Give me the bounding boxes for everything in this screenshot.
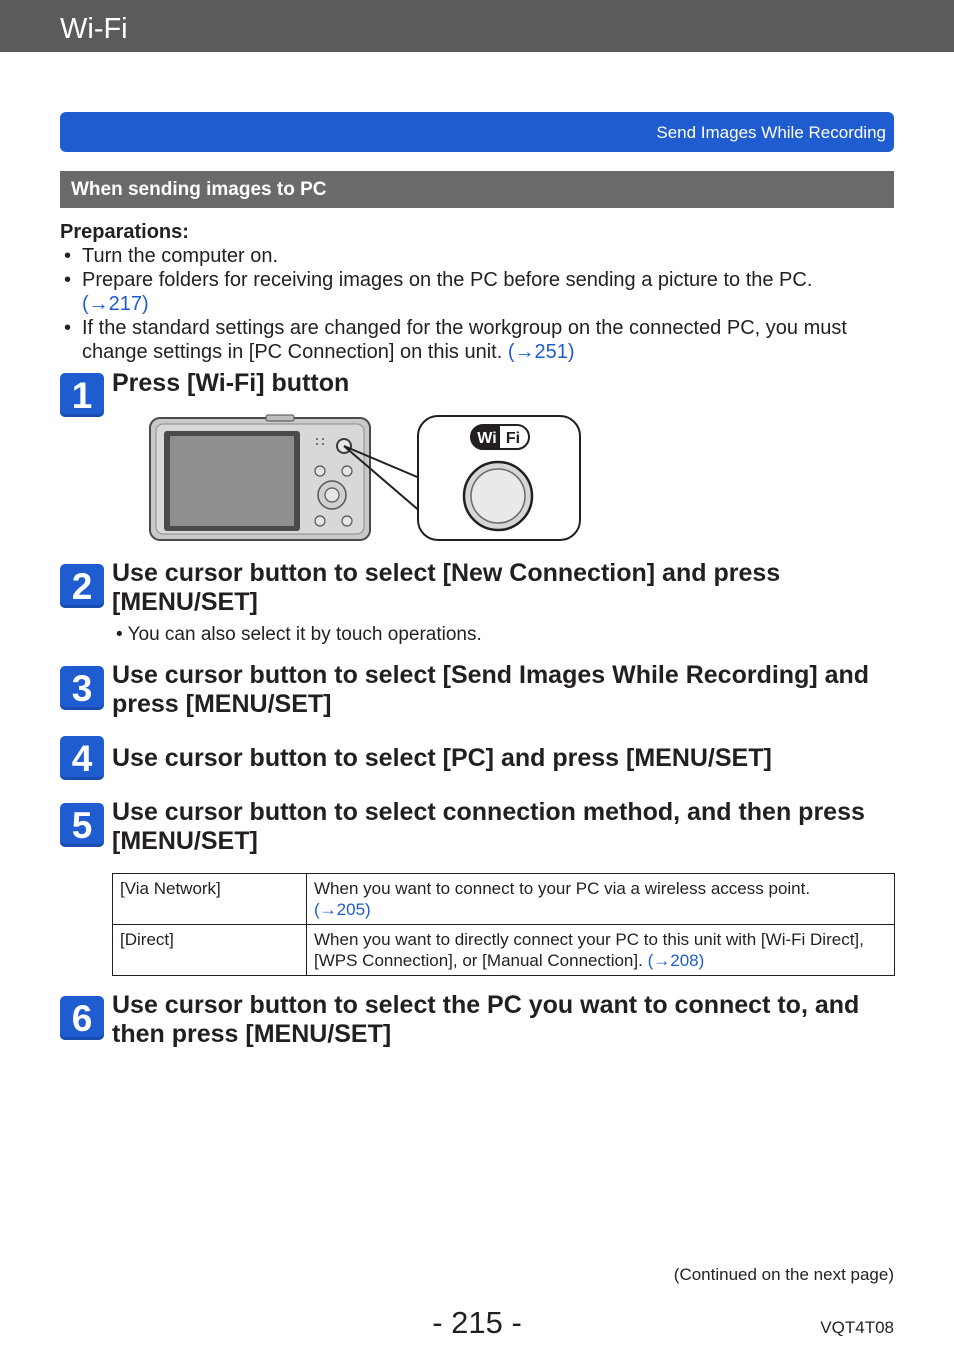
- camera-illustration: [148, 413, 584, 543]
- connection-method-table: [112, 873, 895, 976]
- step-number-badge: 5: [60, 803, 104, 847]
- svg-text:Fi: Fi: [505, 430, 521, 447]
- step-number-badge: 3: [60, 666, 104, 710]
- step-title: Use cursor button to select [New Connection] and press [MENU/SET]: [112, 559, 781, 616]
- prep-item: [64, 316, 900, 364]
- page-number: - 215 -: [432, 1305, 522, 1340]
- preparations: [60, 220, 900, 364]
- page-reference-link[interactable]: (→251): [507, 341, 575, 363]
- top-bar: [0, 0, 954, 52]
- step-title: Use cursor button to select [PC] and press [MENU/SET]: [112, 744, 772, 772]
- bullet-icon: •: [64, 317, 72, 339]
- step-number-badge: 6: [60, 996, 104, 1040]
- table-row: [113, 925, 895, 976]
- table-row: [113, 874, 895, 925]
- step-number-badge: 1: [60, 373, 104, 417]
- description-text: When you want to directly connect your PC to this unit with [Wi-Fi Direct], [WPS Connection], or [Manual Connection].: [314, 930, 864, 970]
- prep-item: [64, 268, 900, 316]
- table-cell-description: [307, 874, 895, 925]
- bullet-icon: •: [64, 269, 72, 291]
- bullet-icon: •: [64, 245, 72, 267]
- step-title: Use cursor button to select connection method, and then press [MENU/SET]: [112, 798, 865, 855]
- prep-item-text: Turn the computer on.: [82, 245, 279, 267]
- step-title: Use cursor button to select the PC you want to connect to, and then press [MENU/SET]: [112, 991, 860, 1048]
- document-code: VQT4T08: [820, 1318, 894, 1337]
- preparations-title: Preparations:: [60, 221, 189, 243]
- prep-item-text: If the standard settings are changed for the workgroup on the connected PC, you must change settings in [PC Connection] on this unit.: [82, 317, 847, 363]
- page-reference-link[interactable]: (→208): [647, 951, 705, 970]
- step-number-badge: 2: [60, 564, 104, 608]
- continued-note: (Continued on the next page): [673, 1265, 894, 1284]
- subsection-title: When sending images to PC: [71, 179, 327, 200]
- description-text: When you want to connect to your PC via a wireless access point.: [314, 879, 811, 898]
- section-band-label: Send Images While Recording: [656, 123, 886, 142]
- section-band: [60, 112, 894, 152]
- table-cell-description: [307, 925, 895, 976]
- page-reference-link[interactable]: (→205): [314, 900, 371, 919]
- page-reference-link[interactable]: (→217): [82, 293, 149, 315]
- step-number-badge: 4: [60, 736, 104, 780]
- prep-item-text: Prepare folders for receiving images on the PC before sending a picture to the PC.: [82, 269, 813, 291]
- step-note: • You can also select it by touch operations.: [116, 624, 482, 645]
- prep-item: [64, 244, 900, 268]
- table-cell-option: [Via Network]: [113, 874, 307, 925]
- step-title: Press [Wi-Fi] button: [112, 369, 350, 397]
- wifi-label-icon: [471, 425, 529, 449]
- step-title: Use cursor button to select [Send Images While Recording] and press [MENU/SET]: [112, 661, 870, 718]
- camera-wifi-button-diagram: [148, 413, 584, 543]
- svg-text:Wi: Wi: [477, 430, 497, 447]
- page-category-title: Wi-Fi: [60, 13, 128, 45]
- table-cell-option: [Direct]: [113, 925, 307, 976]
- subsection-header: [60, 171, 894, 208]
